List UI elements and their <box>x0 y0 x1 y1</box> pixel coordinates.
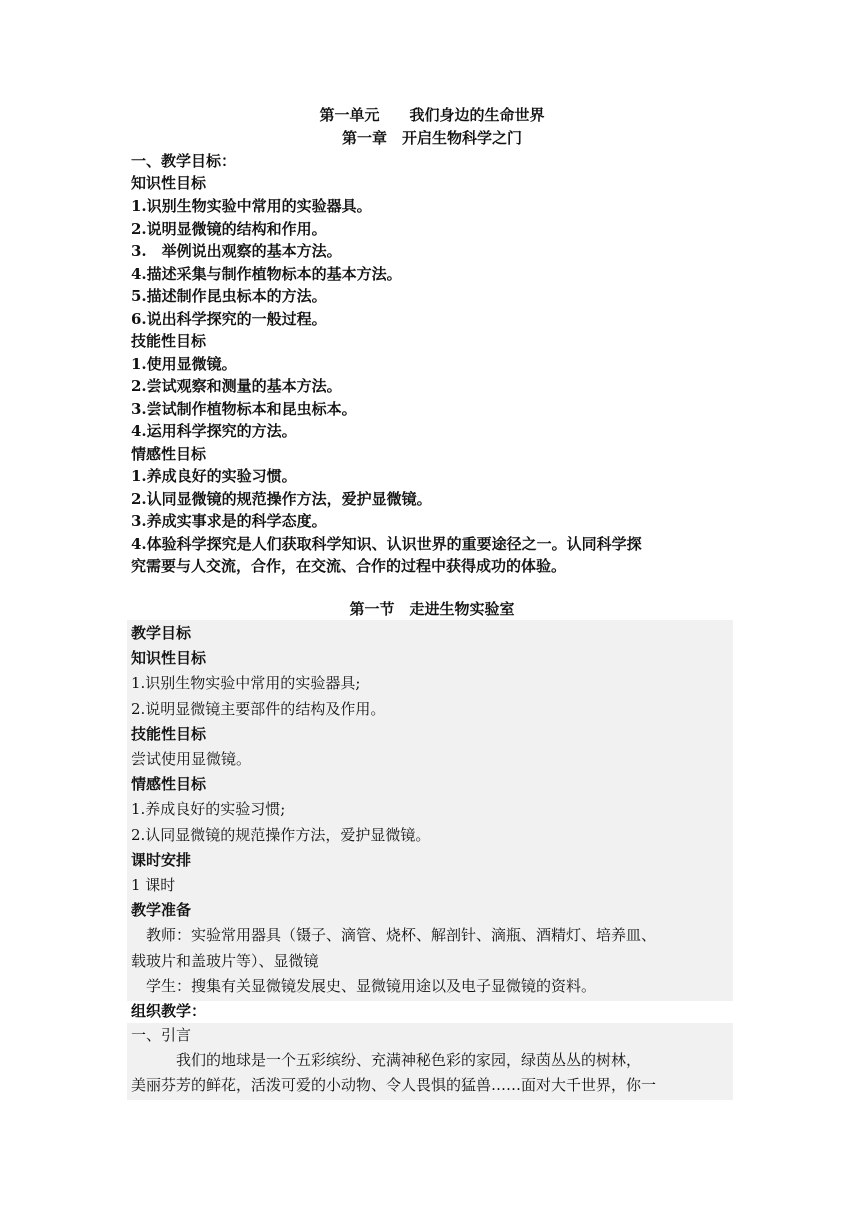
knowledge-item: 1.识别生物实验中常用的实验器具。 <box>131 197 372 215</box>
intro-paragraph-line: 我们的地球是一个五彩缤纷、充满神秘色彩的家园，绿茵丛丛的树林， <box>131 1051 642 1069</box>
section-goals-heading: 教学目标 <box>131 624 192 642</box>
section-knowledge-item: 2.说明显微镜主要部件的结构及作用。 <box>131 700 386 718</box>
prep-teacher-line: 载玻片和盖玻片等）、显微镜 <box>131 952 319 970</box>
skill-item: 3.尝试制作植物标本和昆虫标本。 <box>131 400 357 418</box>
emotion-item: 究需要与人交流，合作，在交流、合作的过程中获得成功的体验。 <box>131 557 567 575</box>
knowledge-item: 3. 举例说出观察的基本方法。 <box>131 242 342 260</box>
section-title: 第一节 走进生物实验室 <box>349 600 515 618</box>
schedule-heading: 课时安排 <box>131 851 192 869</box>
skill-heading: 技能性目标 <box>131 332 207 350</box>
emotion-item: 1.养成良好的实验习惯。 <box>131 467 297 485</box>
chapter-title: 第一章 开启生物科学之门 <box>341 129 522 147</box>
prep-student-line: 学生：搜集有关显微镜发展史、显微镜用途以及电子显微镜的资料。 <box>131 977 597 995</box>
emotion-heading: 情感性目标 <box>131 445 207 463</box>
section-emotion-item: 1.养成良好的实验习惯; <box>131 800 286 818</box>
unit-title: 第一单元 我们身边的生命世界 <box>319 106 545 124</box>
emotion-item: 3.养成实事求是的科学态度。 <box>131 512 327 530</box>
section-emotion-item: 2.认同显微镜的规范操作方法，爱护显微镜。 <box>131 826 431 844</box>
emotion-item: 4.体验科学探究是人们获取科学知识、认识世界的重要途径之一。认同科学探 <box>131 535 642 553</box>
schedule-text: 1 课时 <box>131 876 176 894</box>
knowledge-item: 2.说明显微镜的结构和作用。 <box>131 220 327 238</box>
section-skill-heading: 技能性目标 <box>131 725 207 743</box>
organize-heading: 组织教学： <box>131 1002 207 1020</box>
section-skill-text: 尝试使用显微镜。 <box>131 750 252 768</box>
skill-item: 1.使用显微镜。 <box>131 355 237 373</box>
skill-item: 2.尝试观察和测量的基本方法。 <box>131 377 342 395</box>
intro-paragraph-line: 美丽芬芳的鲜花，活泼可爱的小动物、令人畏惧的猛兽……面对大千世界，你一 <box>131 1076 657 1094</box>
section-emotion-heading: 情感性目标 <box>131 775 207 793</box>
objectives-heading: 一、教学目标： <box>131 152 237 170</box>
intro-heading: 一、引言 <box>131 1026 192 1044</box>
section-knowledge-item: 1.识别生物实验中常用的实验器具; <box>131 674 361 692</box>
knowledge-heading: 知识性目标 <box>131 174 207 192</box>
section-knowledge-heading: 知识性目标 <box>131 649 207 667</box>
knowledge-item: 4.描述采集与制作植物标本的基本方法。 <box>131 265 402 283</box>
knowledge-item: 6.说出科学探究的一般过程。 <box>131 310 327 328</box>
prep-heading: 教学准备 <box>131 901 192 919</box>
skill-item: 4.运用科学探究的方法。 <box>131 422 297 440</box>
knowledge-item: 5.描述制作昆虫标本的方法。 <box>131 287 327 305</box>
prep-teacher-line: 教师：实验常用器具（镊子、滴管、烧杯、解剖针、滴瓶、酒精灯、培养皿、 <box>131 926 657 944</box>
emotion-item: 2.认同显微镜的规范操作方法，爱护显微镜。 <box>131 490 432 508</box>
